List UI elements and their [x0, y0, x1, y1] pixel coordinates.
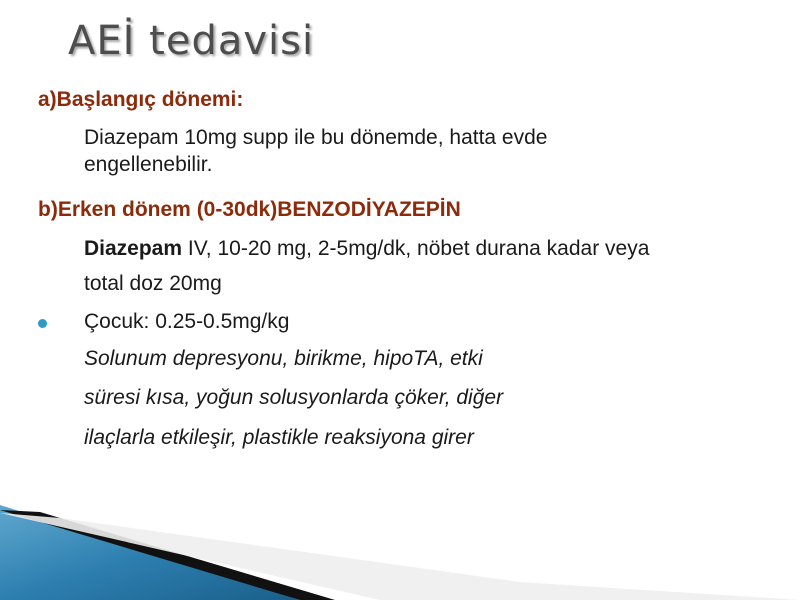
- italic-line-2: süresi kısa, yoğun solusyonlarda çöker, diğer: [84, 386, 504, 409]
- section-b-heading: b)Erken dönem (0-30dk)BENZODİYAZEPİN: [38, 198, 461, 221]
- section-a-line-2: engellenebilir.: [84, 153, 213, 176]
- dosage-text: IV, 10-20 mg, 2-5mg/dk, nöbet durana kadar veya: [182, 237, 650, 260]
- section-a-line-1: Diazepam 10mg supp ile bu dönemde, hatta evde: [84, 126, 548, 149]
- bullet-text: Çocuk: 0.25-0.5mg/kg: [84, 310, 290, 333]
- slide-title: AEİ tedavisi: [68, 18, 315, 64]
- italic-line-1: Solunum depresyonu, birikme, hipoTA, etki: [84, 347, 483, 370]
- drug-name: Diazepam: [84, 237, 183, 260]
- section-b-line-2: total doz 20mg: [84, 272, 222, 295]
- section-a-heading: a)Başlangıç dönemi:: [38, 88, 244, 111]
- italic-line-3: ilaçlarla etkileşir, plastikle reaksiyona girer: [84, 426, 474, 449]
